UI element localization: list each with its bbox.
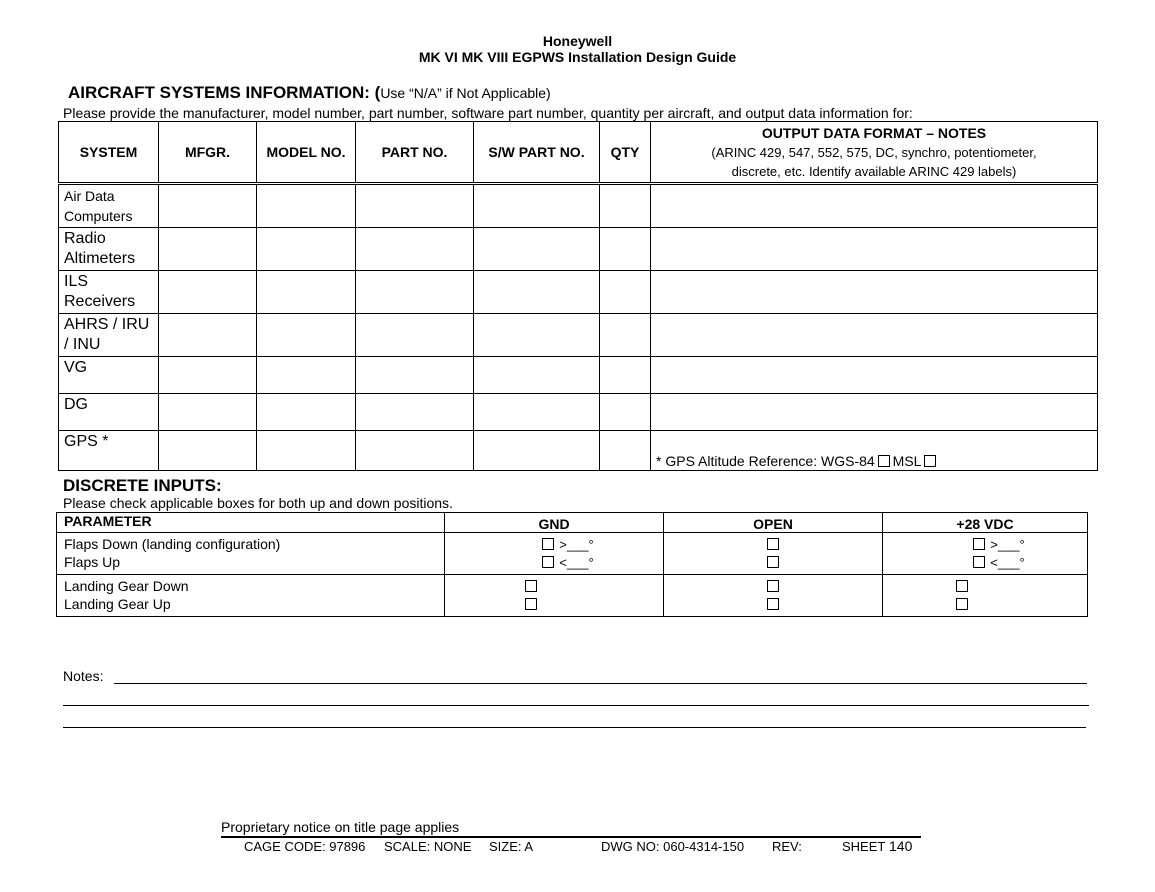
system-name-line1: Air Data	[64, 188, 115, 204]
qty-cell[interactable]	[600, 394, 651, 431]
sw-part-cell[interactable]	[474, 431, 600, 471]
vdc-cell	[883, 575, 1088, 617]
aircraft-systems-note: Use “N/A” if Not Applicable)	[380, 85, 551, 101]
parameter-line2: Flaps Up	[64, 554, 121, 570]
system-name	[59, 357, 159, 394]
qty-cell[interactable]	[600, 431, 651, 471]
gps-reference-label: * GPS Altitude Reference: WGS-84	[656, 453, 875, 469]
gnd-cell	[445, 533, 664, 575]
document-title: MK VI MK VIII EGPWS Installation Design Guide	[418, 49, 737, 65]
table-header-row	[57, 513, 1088, 533]
parameter-line1: Landing Gear Down	[64, 578, 189, 594]
open-cell	[664, 533, 883, 575]
parameter-line2: Landing Gear Up	[64, 596, 171, 612]
parameter-name	[57, 575, 445, 617]
proprietary-notice: Proprietary notice on title page applies	[221, 819, 460, 835]
table-row	[59, 184, 1098, 228]
sw-part-cell[interactable]	[474, 228, 600, 271]
mfgr-cell[interactable]	[159, 394, 257, 431]
size: SIZE: A	[489, 839, 534, 854]
flaps-down-open-checkbox[interactable]	[767, 538, 779, 550]
flaps-down-vdc-angle: >___°	[990, 536, 1025, 552]
system-name	[59, 271, 159, 314]
col-part: PART NO.	[356, 122, 474, 184]
system-name-line1: AHRS / IRU	[64, 316, 150, 333]
msl-label: MSL	[892, 453, 922, 469]
gear-up-open-checkbox[interactable]	[767, 598, 779, 610]
msl-checkbox[interactable]	[924, 455, 936, 467]
col-notes-sub1: (ARINC 429, 547, 552, 575, DC, synchro, potentiometer,	[711, 145, 1037, 160]
gear-up-vdc-checkbox[interactable]	[956, 598, 968, 610]
col-gnd: GND	[445, 513, 664, 533]
table-row	[59, 228, 1098, 271]
table-row	[59, 394, 1098, 431]
part-cell[interactable]	[356, 271, 474, 314]
system-name-line2: Receivers	[64, 293, 136, 310]
system-name	[59, 228, 159, 271]
col-model: MODEL NO.	[257, 122, 356, 184]
col-vdc: +28 VDC	[883, 513, 1088, 533]
document-company: Honeywell	[542, 33, 613, 49]
part-cell[interactable]	[356, 394, 474, 431]
table-row	[57, 575, 1088, 617]
part-cell[interactable]	[356, 357, 474, 394]
qty-cell[interactable]	[600, 314, 651, 357]
gps-reference-cell	[651, 431, 1098, 471]
sheet-label: SHEET	[842, 839, 886, 854]
notes-line-2[interactable]	[63, 705, 1089, 706]
col-sw-part: S/W PART NO.	[474, 122, 600, 184]
mfgr-cell[interactable]	[159, 357, 257, 394]
system-name	[59, 394, 159, 431]
qty-cell[interactable]	[600, 184, 651, 228]
system-name-line2: Altimeters	[64, 250, 136, 267]
col-notes-sub2: discrete, etc. Identify available ARINC 429 labels)	[731, 164, 1017, 179]
sheet-number: 140	[889, 838, 913, 854]
mfgr-cell[interactable]	[159, 271, 257, 314]
aircraft-systems-title: AIRCRAFT SYSTEMS INFORMATION:	[68, 83, 370, 102]
mfgr-cell[interactable]	[159, 228, 257, 271]
footer-info	[244, 839, 924, 855]
dwg-no: DWG NO: 060-4314-150	[601, 839, 745, 854]
col-notes-title: OUTPUT DATA FORMAT – NOTES	[761, 125, 987, 141]
col-mfgr: MFGR.	[159, 122, 257, 184]
gear-down-open-checkbox[interactable]	[767, 580, 779, 592]
table-row	[57, 533, 1088, 575]
flaps-up-gnd-angle: <___°	[559, 554, 594, 570]
flaps-down-vdc-checkbox[interactable]	[973, 538, 985, 550]
scale: SCALE: NONE	[384, 839, 472, 854]
system-name	[59, 314, 159, 357]
system-name-line1: GPS *	[64, 433, 109, 450]
col-qty: QTY	[600, 122, 651, 184]
notes-cell[interactable]	[651, 357, 1098, 394]
table-row	[59, 431, 1098, 471]
table-header-row	[59, 122, 1098, 184]
notes-cell[interactable]	[651, 228, 1098, 271]
flaps-up-gnd-checkbox[interactable]	[542, 556, 554, 568]
aircraft-systems-table	[58, 121, 1098, 471]
mfgr-cell[interactable]	[159, 431, 257, 471]
gear-down-vdc-checkbox[interactable]	[956, 580, 968, 592]
model-cell[interactable]	[257, 228, 356, 271]
discrete-inputs-title: DISCRETE INPUTS:	[63, 476, 222, 495]
gnd-cell	[445, 575, 664, 617]
col-open: OPEN	[664, 513, 883, 533]
part-cell[interactable]	[356, 431, 474, 471]
system-name-line1: ILS	[64, 273, 89, 290]
wgs84-checkbox[interactable]	[878, 455, 890, 467]
system-name-line1: DG	[64, 396, 88, 413]
notes-line-3[interactable]	[63, 727, 1086, 728]
footer-rule	[221, 836, 921, 838]
flaps-up-vdc-checkbox[interactable]	[973, 556, 985, 568]
flaps-up-open-checkbox[interactable]	[767, 556, 779, 568]
part-cell[interactable]	[356, 184, 474, 228]
system-name-line1: VG	[64, 359, 88, 376]
system-name-line2: / INU	[64, 336, 101, 353]
rev: REV:	[772, 839, 802, 854]
model-cell[interactable]	[257, 431, 356, 471]
sw-part-cell[interactable]	[474, 357, 600, 394]
flaps-up-vdc-angle: <___°	[990, 554, 1025, 570]
notes-line-1[interactable]	[114, 683, 1087, 684]
qty-cell[interactable]	[600, 357, 651, 394]
mfgr-cell[interactable]	[159, 314, 257, 357]
qty-cell[interactable]	[600, 271, 651, 314]
table-row	[59, 357, 1098, 394]
aircraft-systems-instruction: Please provide the manufacturer, model number, part number, software part number, quantity per aircraft, and output data information for:	[63, 105, 913, 121]
model-cell[interactable]	[257, 357, 356, 394]
system-name	[59, 184, 159, 228]
flaps-down-gnd-angle: >___°	[559, 536, 594, 552]
parameter-name	[57, 533, 445, 575]
table-row	[59, 314, 1098, 357]
system-name-line1: Radio	[64, 230, 106, 247]
discrete-inputs-instruction: Please check applicable boxes for both up and down positions.	[63, 495, 453, 511]
flaps-down-gnd-checkbox[interactable]	[542, 538, 554, 550]
model-cell[interactable]	[257, 314, 356, 357]
qty-cell[interactable]	[600, 228, 651, 271]
part-cell[interactable]	[356, 228, 474, 271]
model-cell[interactable]	[257, 394, 356, 431]
model-cell[interactable]	[257, 271, 356, 314]
notes-cell[interactable]	[651, 184, 1098, 228]
notes-label: Notes:	[63, 668, 104, 684]
notes-cell[interactable]	[651, 314, 1098, 357]
system-name	[59, 431, 159, 471]
system-name-line2: Computers	[64, 208, 133, 224]
gear-down-gnd-checkbox[interactable]	[525, 580, 537, 592]
mfgr-cell[interactable]	[159, 184, 257, 228]
parameter-line1: Flaps Down (landing configuration)	[64, 536, 281, 552]
sw-part-cell[interactable]	[474, 314, 600, 357]
col-parameter: PARAMETER	[57, 513, 445, 533]
sw-part-cell[interactable]	[474, 184, 600, 228]
open-cell	[664, 575, 883, 617]
col-system: SYSTEM	[59, 122, 159, 184]
col-notes	[651, 122, 1098, 184]
table-row	[59, 271, 1098, 314]
notes-cell[interactable]	[651, 271, 1098, 314]
sw-part-cell[interactable]	[474, 271, 600, 314]
aircraft-systems-paren: (	[374, 83, 381, 102]
discrete-inputs-table	[56, 512, 1088, 617]
notes-cell[interactable]	[651, 394, 1098, 431]
sw-part-cell[interactable]	[474, 394, 600, 431]
part-cell[interactable]	[356, 314, 474, 357]
model-cell[interactable]	[257, 184, 356, 228]
cage-code: CAGE CODE: 97896	[244, 839, 366, 854]
vdc-cell	[883, 533, 1088, 575]
gear-up-gnd-checkbox[interactable]	[525, 598, 537, 610]
aircraft-systems-heading	[68, 83, 551, 103]
